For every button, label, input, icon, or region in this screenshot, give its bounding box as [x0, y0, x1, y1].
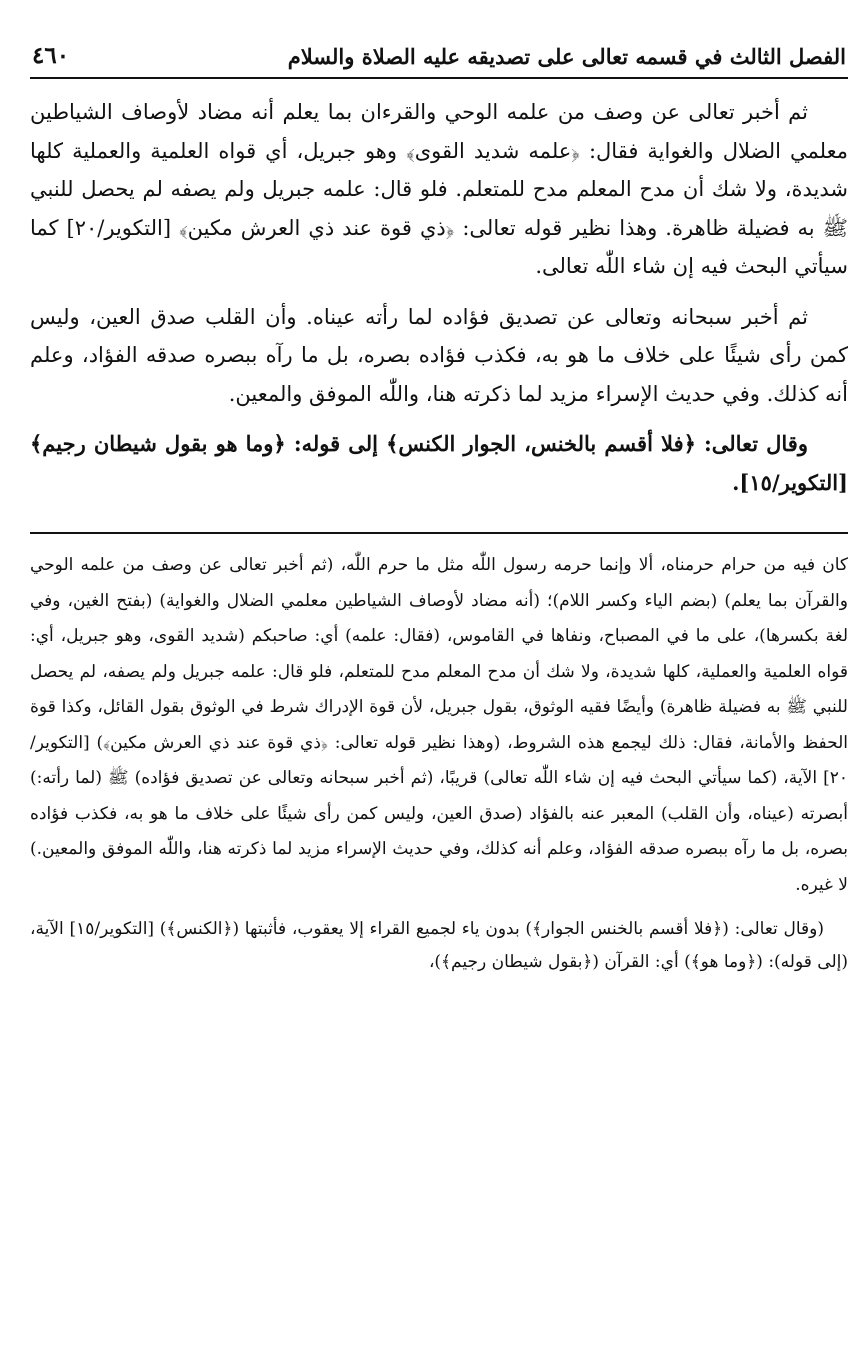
footnote-divider — [30, 532, 848, 534]
main-paragraph: ثم أخبر سبحانه وتعالى عن تصديق فؤاده لما رأته عيناه. وأن القلب صدق العين، وليس كمن رأى شيئًا على خلاف ما هو به، فكذب فؤاده بصره، بل ما رآه ببصره صدقه الفؤاد، وعلم أنه كذلك. وفي حديث الإسراء مزيد لما ذكرته هنا، واللّٰه الموفق والمعين. — [30, 304, 848, 406]
commentary-notes — [30, 548, 848, 979]
main-paragraph: وقال تعالى: ﴿فلا أقسم بالخنس، الجوار الكنس﴾ إلى قوله: ﴿وما هو بقول شيطان رجيم﴾ [التكوير/١٥]. — [30, 431, 848, 495]
page-number: ٤٦٠ — [32, 42, 70, 69]
book-page — [30, 42, 848, 1339]
chapter-title: الفصل الثالث في قسمه تعالى على تصديقه عليه الصلاة والسلام — [287, 44, 846, 69]
commentary-paragraph: (وقال تعالى: (﴿فلا أقسم بالخنس الجوار﴾) بدون ياء لجميع القراء إلا يعقوب، فأثبتها (﴿الكنس﴾) [التكوير/١٥] الآية، (إلى قوله): (﴿وما هو﴾) أي: القرآن (﴿بقول شيطان رجيم﴾)، — [30, 919, 848, 972]
main-paragraph: ثم أخبر تعالى عن وصف من علمه الوحي والقرءان بما يعلم أنه مضاد لأوصاف الشياطين معلمي الضلال والغواية فقال: ﴿علمه شديد القوى﴾ وهو جبريل، أي قواه العلمية والعملية كلها شديدة، ولا شك أن مدح المعلم مدح للمتعلم. فلو قال: علمه جبريل ولم يصفه لم يحصل للنبي ﷺ به فضيلة ظاهرة. وهذا نظير قوله تعالى: ﴿ذي قوة عند ذي العرش مكين﴾ [التكوير/٢٠] كما سيأتي البحث فيه إن شاء اللّٰه تعالى. — [30, 100, 849, 278]
running-header — [30, 42, 848, 79]
commentary-paragraph: كان فيه من حرام حرمناه، ألا وإنما حرمه رسول اللّٰه مثل ما حرم اللّٰه، (ثم أخبر تعالى عن وصف من علمه الوحي والقرآن بما يعلم) (بضم الياء وكسر اللام)؛ (أنه مضاد لأوصاف الشياطين معلمي الضلال والغواية) (بفتح الغين، وفي لغة بكسرها)، على ما في المصباح، ونفاها في القاموس، (فقال: علمه) أي: صاحبكم (شديد القوى، وهو جبريل، أي: قواه العلمية والعملية، كلها شديدة، ولا شك أن مدح المعلم مدح للمتعلم، فلو قال: علمه جبريل ولم يصفه، لم يحصل للنبي ﷺ به فضيلة ظاهرة) وأيضًا فقيه الوثوق، بقول جبريل، لأن قوة الإدراك شرط في الوثوق بقول القائل، وكذا قوة الحفظ والأمانة، فقال: ذلك ليجمع هذه الشروط، (وهذا نظير قوله تعالى: ﴿ذي قوة عند ذي العرش مكين﴾) [التكوير/٢٠] الآية، (كما سيأتي البحث فيه إن شاء اللّٰه تعالى) قريبًا، (ثم أخبر سبحانه وتعالى عن تصديق فؤاده) ﷺ (لما رأته:) أبصرته (عيناه، وأن القلب) المعبر عنه بالفؤاد (صدق العين، وليس كمن رأى شيئًا على خلاف ما هو به، فكذب فؤاده بصره، بل ما رآه ببصره صدقه الفؤاد، وعلم أنه كذلك، وفي حديث الإسراء مزيد لما ذكرته هنا، واللّٰه الموفق والمعين.) لا غيره. — [30, 555, 848, 895]
main-text — [30, 93, 848, 502]
